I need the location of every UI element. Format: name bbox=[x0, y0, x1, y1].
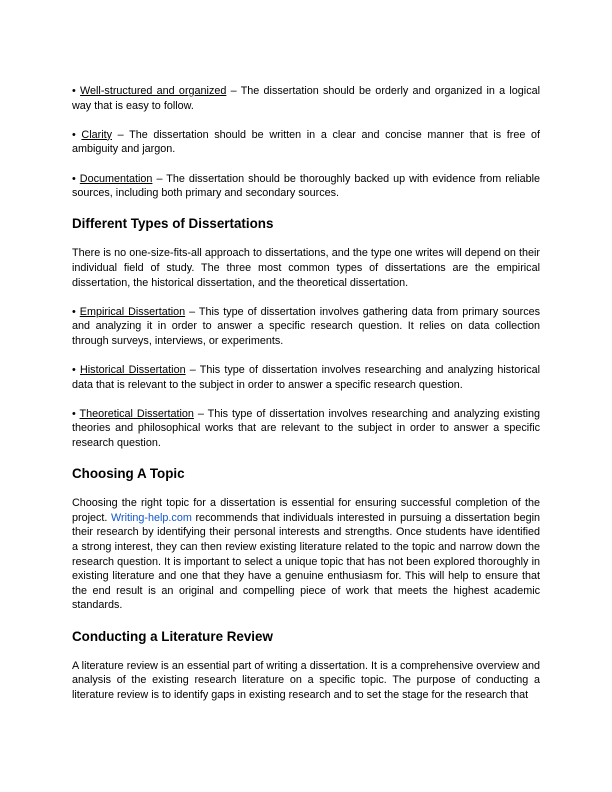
topic-text-rest: recommends that individuals interested in pursuing a dissertation begin their research by identifying their personal interests and strengths. Once students have identified a strong interest, they can then review existing literature related to the topic and narrow down the research question. It is important to select a unique topic that has not been explored thoroughly in existing literature and one that they have a genuine enthusiasm for. This will help to ensure that the end result is an original and compelling piece of work that meets the highest academic standards. bbox=[72, 511, 540, 612]
bullet-symbol: • bbox=[72, 305, 76, 318]
dash: – bbox=[189, 364, 196, 377]
bullet-term: Documentation bbox=[79, 172, 153, 185]
dash: – bbox=[117, 128, 124, 141]
bullet-term: Historical Dissertation bbox=[79, 364, 186, 377]
bullet-term: Theoretical Dissertation bbox=[79, 407, 194, 420]
bullet-text: This type of dissertation involves researching and analyzing historical data that is relevant to the subject in order to answer a specific research question. bbox=[72, 364, 541, 391]
dash: – bbox=[197, 407, 204, 420]
bullet-text: The dissertation should be orderly and organized in a logical way that is easy to follow. bbox=[72, 85, 540, 112]
bullet-text: The dissertation should be written in a clear and concise manner that is free of ambiguity and jargon. bbox=[72, 128, 540, 156]
topic-text-start: Choosing the right topic for a dissertation is essential for ensuring successful completion of the project. bbox=[72, 497, 540, 524]
types-intro: There is no one-size-fits-all approach to dissertations, and the type one writes will depend on their individual field of study. The three most common types of dissertations are the empirical dissertation, the historical dissertation, and the theoretical dissertation. bbox=[72, 247, 540, 289]
heading-literature-review: Conducting a Literature Review bbox=[72, 628, 273, 644]
bullet-symbol: • bbox=[72, 172, 76, 185]
bullet-symbol: • bbox=[72, 85, 76, 97]
bullet-text: This type of dissertation involves researching and analyzing existing theories and philosophical works that are relevant to the subject in order to answer a specific research question. bbox=[72, 407, 540, 450]
review-paragraph: A literature review is an essential part of writing a dissertation. It is a comprehensive overview and analysis of the existing research literature on a specific topic. The purpose of conducting a literature review is to identify gaps in existing research and to set the stage for the research that bbox=[72, 659, 540, 701]
bullet-text: This type of dissertation involves gathering data from primary sources and analyzing it in order to answer a specific research question. It relies on data collection through surveys, interviews, or experiments. bbox=[72, 305, 541, 347]
bullet-symbol: • bbox=[72, 364, 76, 377]
dash: – bbox=[189, 305, 196, 318]
writing-help-link[interactable]: Writing-help.com bbox=[111, 511, 192, 524]
bullet-symbol: • bbox=[72, 128, 76, 141]
dash: – bbox=[230, 85, 237, 97]
dash: – bbox=[156, 172, 163, 185]
bullet-term: Empirical Dissertation bbox=[79, 305, 186, 318]
bullet-theoretical bbox=[72, 407, 540, 451]
bullet-term: Well-structured and organized bbox=[80, 85, 227, 97]
bullet-text: The dissertation should be thoroughly backed up with evidence from reliable sources, including both primary and secondary sources. bbox=[72, 172, 541, 200]
bullet-documentation bbox=[72, 172, 540, 201]
bullet-clarity bbox=[72, 128, 540, 157]
bullet-symbol: • bbox=[72, 407, 76, 420]
bullet-empirical bbox=[72, 305, 540, 349]
document-page bbox=[72, 84, 540, 717]
heading-types: Different Types of Dissertations bbox=[72, 216, 274, 232]
bullet-term: Clarity bbox=[81, 128, 113, 141]
bullet-historical bbox=[72, 363, 540, 392]
topic-paragraph bbox=[72, 496, 540, 613]
heading-choosing-topic: Choosing A Topic bbox=[72, 466, 185, 482]
bullet-well-structured bbox=[72, 84, 540, 113]
